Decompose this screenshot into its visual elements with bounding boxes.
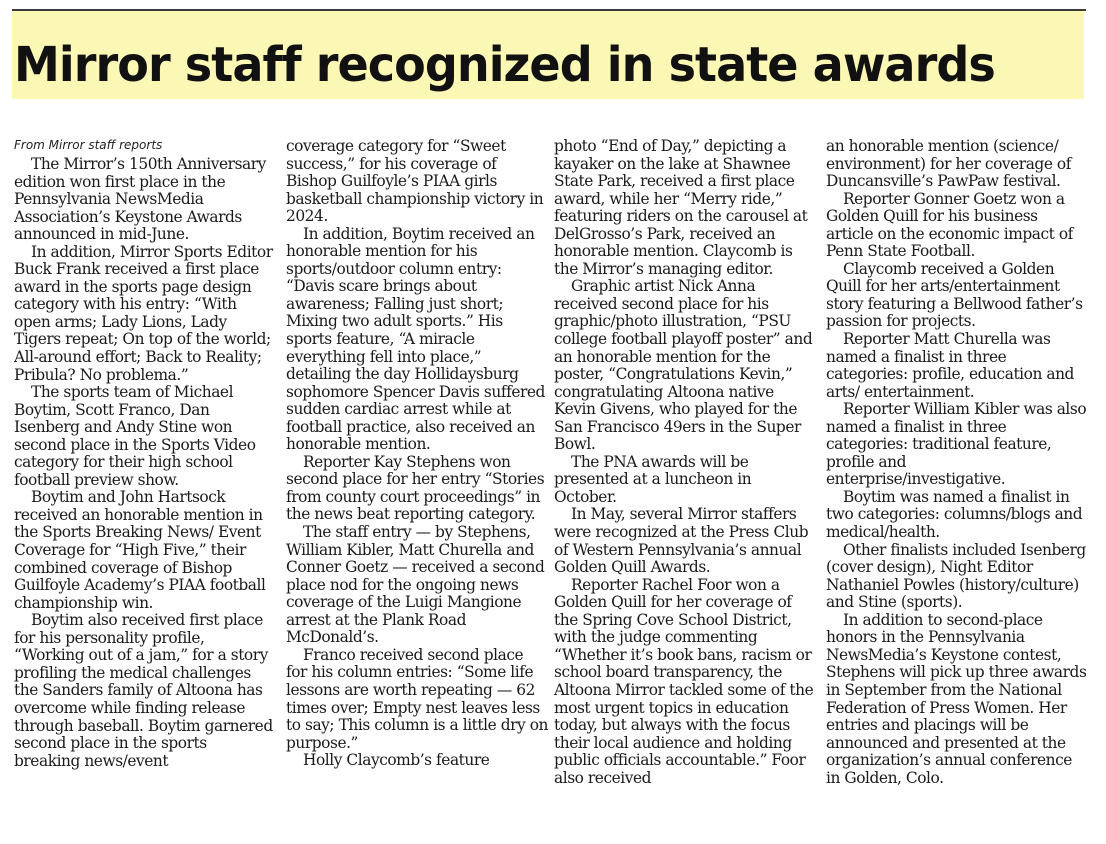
byline: From Mirror staff reports <box>14 138 163 152</box>
paragraph: Reporter Kay Stephens won second place for her entry “Stories from county court proceedings” in the news beat reporting category. <box>286 452 545 524</box>
paragraph: The PNA awards will be presented at a luncheon in October. <box>554 452 752 506</box>
paragraph: The staff entry — by Stephens, William Kibler, Matt Churella and Conner Goetz — received a second place nod for the ongoing news coverage of the Luigi Mangione arrest at the Plank Road McDonald’s. <box>286 523 545 647</box>
paragraph: Reporter Matt Churella was named a finalist in three categories: profile, education and arts/ entertainment. <box>826 330 1074 401</box>
paragraph: In addition, Boytim received an honorable mention for his sports/outdoor column entry: “Davis scare brings about awareness; Falling just short; Mixing two adult sports.” His sports feature, “A miracle everything fell into place,” detailing the day Hollidaysburg sophomore Spencer Davis suffered sudden cardiac arrest while at football practice, also received an honorable mention. <box>286 224 545 454</box>
paragraph: Boytim also received first place for his personality profile, “Working out of a jam,” for a story profiling the medical challenges the Sanders family of Altoona has overcome while finding release through baseball. Boytim garnered second place in the sports breaking news/event <box>14 611 273 770</box>
paragraph: Reporter Rachel Foor won a Golden Quill for her coverage of the Spring Cove School District, with the judge commenting “Whether it’s book bans, racism or school board transparency, the Altoona Mirror tackled some of the most urgent topics in education today, but always with the focus their local audience and holding public officials accountable.” Foor also received <box>554 575 814 787</box>
column-3 <box>554 138 816 828</box>
paragraph: In addition, Mirror Sports Editor Buck Frank received a first place award in the sports page design category with his entry: “With open arms; Lady Lions, Lady Tigers repeat; On top of the world; All-around effort; Back to Reality; Pribula? No problema.” <box>14 242 273 384</box>
paragraph: Reporter Gonner Goetz won a Golden Quill for his business article on the economic impact of Penn State Football. <box>826 189 1073 261</box>
paragraph: Claycomb received a Golden Quill for her arts/entertainment story featuring a Bellwood father’s passion for projects. <box>826 259 1083 331</box>
article-body <box>14 138 1088 828</box>
paragraph: Boytim and John Hartsock received an honorable mention in the Sports Breaking News/ Event Coverage for “High Five,” their combined coverage of Bishop Guilfoyle Academy’s PIAA football championship win. <box>14 488 266 612</box>
paragraph: Other finalists included Isenberg (cover design), Night Editor Nathaniel Powles (history/culture) and Stine (sports). <box>826 540 1086 612</box>
paragraph: Reporter William Kibler was also named a finalist in three categories: traditional feature, profile and enterprise/investigative. <box>826 400 1087 489</box>
headline: Mirror staff recognized in state awards <box>14 37 995 93</box>
paragraph: Boytim was named a finalist in two categories: columns/blogs and medical/health. <box>826 487 1083 542</box>
paragraph: The sports team of Michael Boytim, Scott Franco, Dan Isenberg and Andy Stine won second place in the Sports Video category for their high school football preview show. <box>14 383 256 489</box>
column-4 <box>826 138 1088 828</box>
paragraph: In May, several Mirror staffers were recognized at the Press Club of Western Pennsylvania’s annual Golden Quill Awards. <box>554 505 809 577</box>
column-1 <box>14 138 276 828</box>
paragraph: Franco received second place for his column entries: “Some life lessons are worth repeating — 62 times over; Empty nest leaves less to say; This column is a little dry on purpose.” <box>286 645 548 752</box>
paragraph: Holly Claycomb’s feature <box>303 751 490 770</box>
paragraph-continued: an honorable mention (science/ environment) for her coverage of Duncansville’s PawPaw festival. <box>826 138 1071 191</box>
column-2 <box>286 138 548 828</box>
paragraph: The Mirror’s 150th Anniversary edition won first place in the Pennsylvania NewsMedia Association’s Keystone Awards announced in mid-June. <box>14 155 266 244</box>
paragraph-continued: photo “End of Day,” depicting a kayaker on the lake at Shawnee State Park, received a first place award, while her “Merry ride,” featuring riders on the carousel at DelGrosso’s Park, received an honorable mention. Claycomb is the Mirror’s managing editor. <box>554 138 808 278</box>
paragraph-continued: coverage category for “Sweet success,” for his coverage of Bishop Guilfoyle’s PIAA girls basketball championship victory in 2024. <box>286 138 544 226</box>
paragraph: In addition to second-place honors in the Pennsylvania NewsMedia’s Keystone contest, Stephens will pick up three awards in September from the National Federation of Press Women. Her entries and placings will be announced and presented at the organization’s annual conference in Golden, Colo. <box>826 610 1087 787</box>
paragraph: Graphic artist Nick Anna received second place for his graphic/photo illustration, “PSU college football playoff poster” and an honorable mention for the poster, “Congratulations Kevin,” congratulating Altoona native Kevin Givens, who played for the San Francisco 49ers in the Super Bowl. <box>554 277 813 454</box>
